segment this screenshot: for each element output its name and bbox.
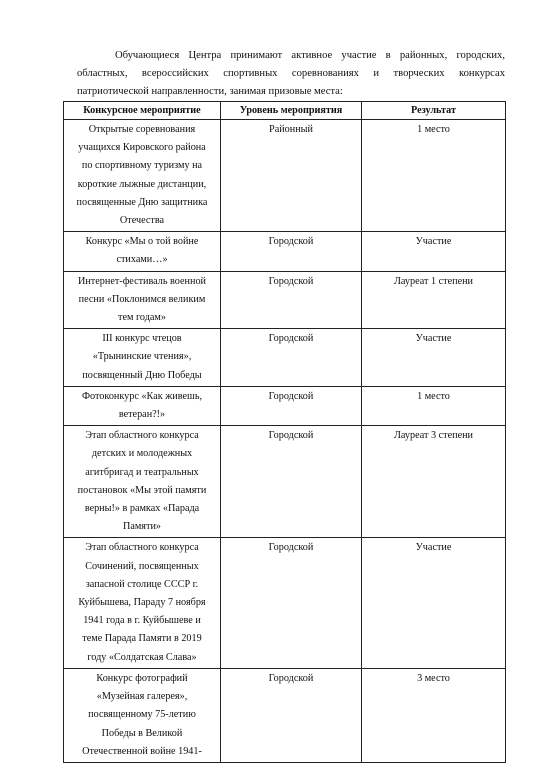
result-cell: Участие (362, 329, 506, 387)
header-result: Результат (362, 102, 506, 120)
table-header-row (64, 102, 506, 120)
table-row (64, 329, 506, 387)
result-cell: Лауреат 3 степени (362, 426, 506, 538)
event-cell: Этап областного конкурса Сочинений, посвященных запасной столице СССР г. Куйбышева, Параду 7 ноября 1941 года в г. Куйбышеве и теме Парада Памяти в 2019 году «Солдатская Слава» (64, 538, 221, 668)
table-row (64, 120, 506, 232)
level-cell: Городской (221, 386, 362, 425)
event-cell: Конкурс «Мы о той войне стихами…» (64, 232, 221, 271)
header-event: Конкурсное мероприятие (64, 102, 221, 120)
level-cell: Городской (221, 329, 362, 387)
event-cell: Этап областного конкурса детских и молодежных агитбригад и театральных постановок «Мы этой памяти верны!» в рамках «Парада Памяти» (64, 426, 221, 538)
event-cell: Интернет-фестиваль военной песни «Поклонимся великим тем годам» (64, 271, 221, 329)
level-cell: Городской (221, 426, 362, 538)
table-row (64, 426, 506, 538)
header-level: Уровень мероприятия (221, 102, 362, 120)
events-table (63, 101, 506, 763)
level-cell: Городской (221, 271, 362, 329)
event-cell: Конкурс фотографий «Музейная галерея», посвященному 75-летию Победы в Великой Отечественной войне 1941- (64, 668, 221, 762)
result-cell: Участие (362, 232, 506, 271)
level-cell: Городской (221, 232, 362, 271)
intro-paragraph: Обучающиеся Центра принимают активное участие в районных, городских, областных, всероссийских спортивных соревнованиях и творческих конкурсах патриотической направленности, занимая призовые места: (77, 50, 505, 97)
result-cell: Лауреат 1 степени (362, 271, 506, 329)
result-cell: 3 место (362, 668, 506, 762)
table-row (64, 232, 506, 271)
result-cell: Участие (362, 538, 506, 668)
event-cell: III конкурс чтецов «Трынинские чтения», посвященный Дню Победы (64, 329, 221, 387)
event-cell: Открытые соревнования учащихся Кировского района по спортивному туризму на короткие лыжные дистанции, посвященные Дню защитника Отечества (64, 120, 221, 232)
result-cell: 1 место (362, 120, 506, 232)
event-cell: Фотоконкурс «Как живешь, ветеран?!» (64, 386, 221, 425)
level-cell: Городской (221, 538, 362, 668)
table-row (64, 538, 506, 668)
result-cell: 1 место (362, 386, 506, 425)
table-row (64, 386, 506, 425)
table-row (64, 668, 506, 762)
level-cell: Районный (221, 120, 362, 232)
table-row (64, 271, 506, 329)
level-cell: Городской (221, 668, 362, 762)
